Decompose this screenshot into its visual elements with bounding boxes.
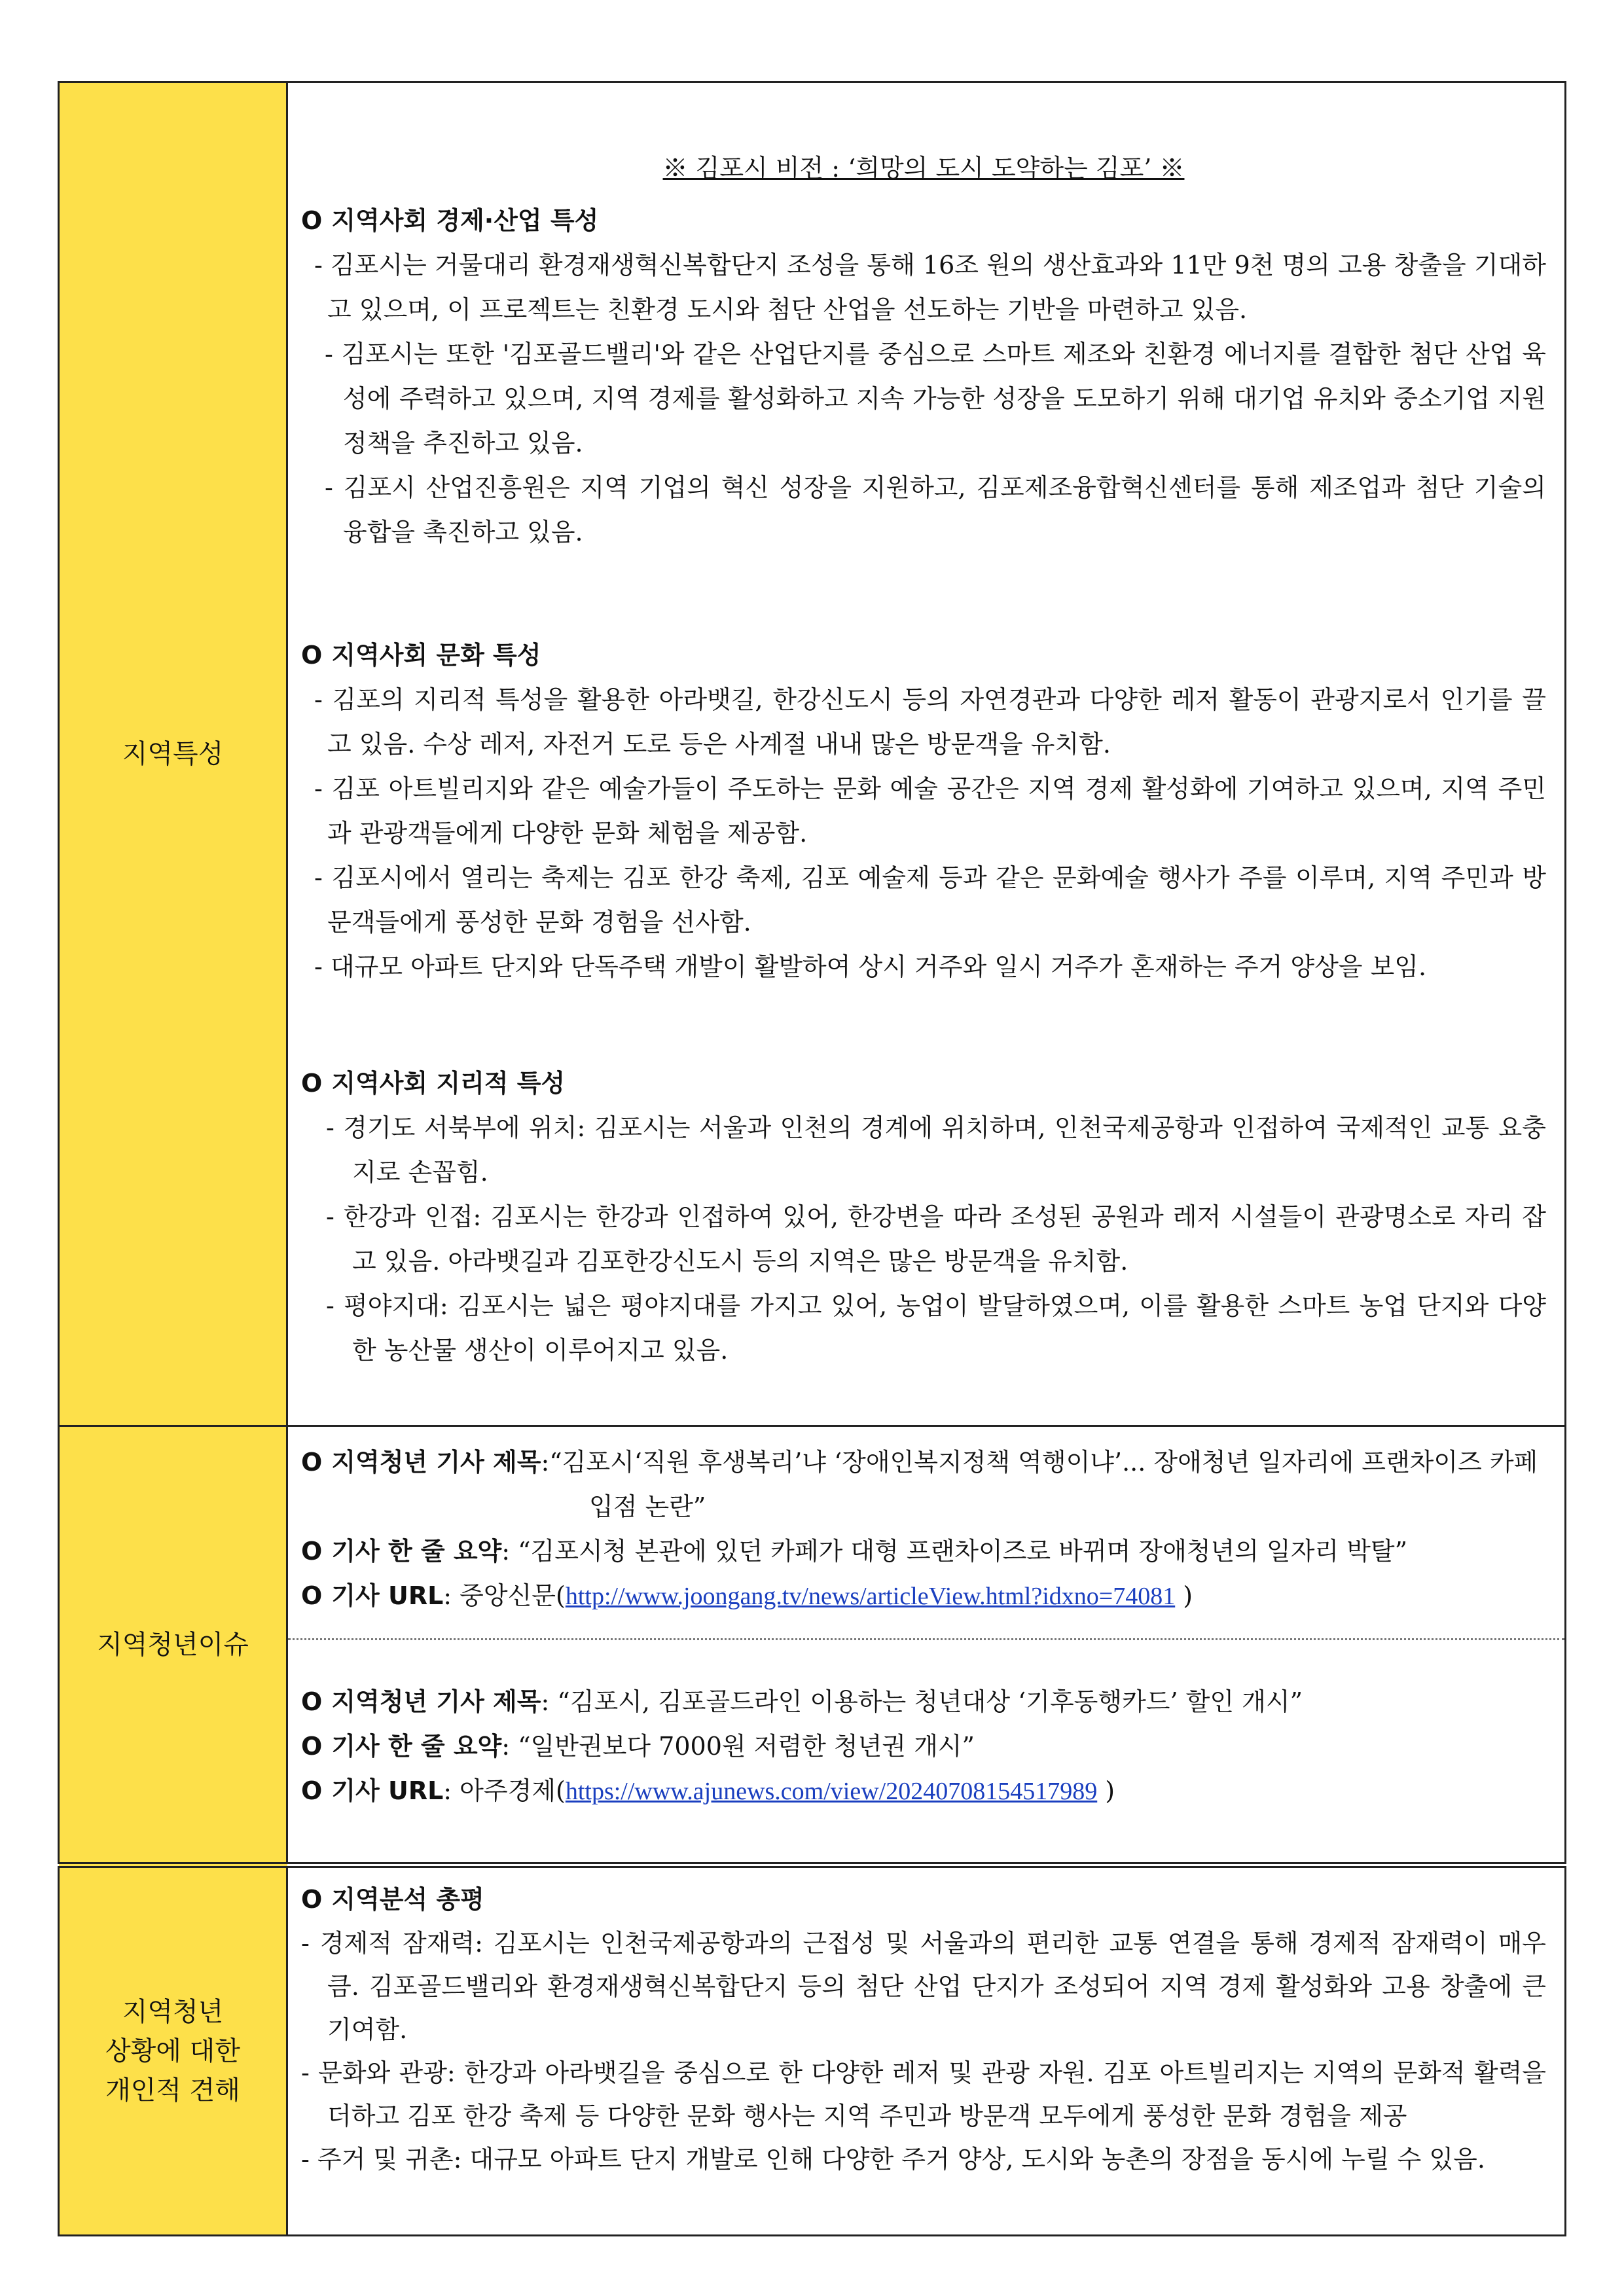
issue-article-2 (301, 1679, 1546, 1814)
content-personal-opinion (287, 1865, 1566, 2236)
issue2-url-close: ) (1097, 1776, 1115, 1805)
issue1-summary: O 기사 한 줄 요약: “김포시청 본관에 있던 카페가 대형 프랜차이즈로 바뀌며 장애청년의 일자리 박탈” (301, 1537, 1408, 1566)
report-table (58, 81, 1566, 2236)
geography-item: - 한강과 인접: 김포시는 한강과 인접하여 있어, 한강변을 따라 조성된 공원과 레저 시설들이 관광명소로 자리 잡고 있음. 아라뱃길과 김포한강신도시 등의 지역은 많은 방문객을 유치함. (326, 1202, 1546, 1276)
opinion-item: - 문화와 관광: 한강과 아라뱃길을 중심으로 한 다양한 레저 및 관광 자원. 김포 아트빌리지는 지역의 문화적 활력을 더하고 김포 한강 축제 등 다양한 문화 행사는 지역 주민과 방문객 모두에게 풍성한 문화 경험을 제공 (301, 2058, 1546, 2130)
content-youth-issues (287, 1426, 1566, 1865)
circle-bullet-icon: O (301, 1885, 323, 1914)
heading-geography (301, 1061, 1546, 1105)
issue1-title-key: 지역청년 기사 제목 (331, 1448, 541, 1477)
vision-statement: ※ 김포시 비전 : ‘희망의 도시 도약하는 김포’ ※ (662, 154, 1185, 183)
opinion-label-line: 개인적 견해 (105, 2075, 240, 2106)
row-youth-issues (59, 1426, 1566, 1865)
label-personal-opinion (59, 1865, 287, 2236)
issue2-url: O 기사 URL: 아주경제(https://www.ajunews.com/view/20240708154517989 ) (301, 1776, 1115, 1805)
issue1-url-close: ) (1175, 1581, 1193, 1610)
issue1-url-key: 기사 URL (331, 1581, 444, 1610)
issue-article-1 (301, 1427, 1546, 1619)
issue1-url-source: : 중앙신문( (443, 1581, 566, 1610)
economy-item: - 김포시 산업진흥원은 지역 기업의 혁신 성장을 지원하고, 김포제조융합혁신센터를 통해 제조업과 첨단 기술의 융합을 촉진하고 있음. (325, 473, 1546, 547)
issue1-url: O 기사 URL: 중앙신문(http://www.joongang.tv/news/articleView.html?idxno=74081 ) (301, 1581, 1193, 1610)
label-region-features: 지역특성 (59, 82, 287, 1426)
culture-item: - 김포의 지리적 특성을 활용한 아라뱃길, 한강신도시 등의 자연경관과 다양한 레저 활동이 관광지로서 인기를 끌고 있음. 수상 레저, 자전거 도로 등은 사계절 내내 많은 방문객을 유치함. (314, 685, 1546, 759)
issue2-summary-key: 기사 한 줄 요약 (331, 1732, 502, 1761)
issue2-url-link[interactable]: https://www.ajunews.com/view/20240708154517989 (565, 1778, 1098, 1805)
issue1-summary-key: 기사 한 줄 요약 (331, 1537, 502, 1566)
heading-economy-text: 지역사회 경제·산업 특성 (331, 206, 599, 235)
opinion-item: - 주거 및 귀촌: 대규모 아파트 단지 개발로 인해 다양한 주거 양상, 도시와 농촌의 장점을 동시에 누릴 수 있음. (301, 2145, 1485, 2174)
culture-item: - 김포시에서 열리는 축제는 김포 한강 축제, 김포 예술제 등과 같은 문화예술 행사가 주를 이루며, 지역 주민과 방문객들에게 풍성한 문화 경험을 선사함. (314, 863, 1546, 937)
issue1-summary-text: : “김포시청 본관에 있던 카페가 대형 프랜차이즈로 바뀌며 장애청년의 일자리 박탈” (501, 1537, 1408, 1566)
row-personal-opinion (59, 1865, 1566, 2236)
opinion-label-line: 상황에 대한 (105, 2036, 240, 2066)
issue2-url-key: 기사 URL (331, 1776, 444, 1805)
issue2-title-text: : “김포시, 김포골드라인 이용하는 청년대상 ‘기후동행카드’ 할인 개시” (541, 1687, 1303, 1716)
opinion-item: - 경제적 잠재력: 김포시는 인천국제공항과의 근접성 및 서울과의 편리한 교통 연결을 통해 경제적 잠재력이 매우 큼. 김포골드밸리와 환경재생혁신복합단지 등의 첨단 산업 단지가 조성되어 지역 경제 활성화와 고용 창출에 큰 기여함. (301, 1929, 1546, 2044)
opinion-label-line: 지역청년 (122, 1997, 224, 2027)
label-youth-issues: 지역청년이슈 (59, 1426, 287, 1865)
circle-bullet-icon: O (301, 641, 323, 670)
culture-item: - 김포 아트빌리지와 같은 예술가들이 주도하는 문화 예술 공간은 지역 경제 활성화에 기여하고 있으며, 지역 주민과 관광객들에게 다양한 문화 체험을 제공함. (314, 774, 1546, 848)
heading-culture (301, 633, 1546, 677)
issue-divider (288, 1638, 1564, 1640)
issue2-summary-text: : “일반권보다 7000원 저렴한 청년권 개시” (501, 1732, 975, 1761)
heading-opinion (301, 1877, 1546, 1922)
issue1-title-text: :“김포시‘직원 후생복리’냐 ‘장애인복지정책 역행이냐’... 장애청년 일자리에 프랜차이즈 카페 (541, 1448, 1538, 1477)
heading-geography-text: 지역사회 지리적 특성 (331, 1069, 566, 1098)
issue1-title-cont: 입점 논란” (589, 1492, 706, 1521)
geography-item: - 평야지대: 김포시는 넓은 평야지대를 가지고 있어, 농업이 발달하였으며, 이를 활용한 스마트 농업 단지와 다양한 농산물 생산이 이루어지고 있음. (326, 1291, 1546, 1365)
content-region-features (287, 82, 1566, 1426)
heading-opinion-text: 지역분석 총평 (331, 1885, 484, 1914)
issue1-title: O 지역청년 기사 제목:“김포시‘직원 후생복리’냐 ‘장애인복지정책 역행이냐’... 장애청년 일자리에 프랜차이즈 카페 (301, 1448, 1538, 1477)
economy-item: - 김포시는 거물대리 환경재생혁신복합단지 조성을 통해 16조 원의 생산효과와 11만 9천 명의 고용 창출을 기대하고 있으며, 이 프로젝트는 친환경 도시와 첨단 산업을 선도하는 기반을 마련하고 있음. (314, 251, 1546, 324)
economy-item: - 김포시는 또한 '김포골드밸리'와 같은 산업단지를 중심으로 스마트 제조와 친환경 에너지를 결합한 첨단 산업 육성에 주력하고 있으며, 지역 경제를 활성화하고 지속 가능한 성장을 도모하기 위해 대기업 유치와 중소기업 지원 정책을 추진하고 있음. (325, 340, 1546, 457)
heading-economy (301, 198, 1546, 243)
culture-item: - 대규모 아파트 단지와 단독주택 개발이 활발하여 상시 거주와 일시 거주가 혼재하는 주거 양상을 보임. (314, 952, 1427, 981)
issue2-title: O 지역청년 기사 제목: “김포시, 김포골드라인 이용하는 청년대상 ‘기후동행카드’ 할인 개시” (301, 1687, 1303, 1716)
circle-bullet-icon: O (301, 1069, 323, 1098)
heading-culture-text: 지역사회 문화 특성 (331, 641, 541, 670)
issue1-url-link[interactable]: http://www.joongang.tv/news/articleView.html?idxno=74081 (565, 1583, 1176, 1610)
row-region-features (59, 82, 1566, 1426)
circle-bullet-icon: O (301, 206, 323, 235)
issue2-title-key: 지역청년 기사 제목 (331, 1687, 541, 1716)
geography-item: - 경기도 서북부에 위치: 김포시는 서울과 인천의 경계에 위치하며, 인천국제공항과 인접하여 국제적인 교통 요충지로 손꼽힘. (326, 1113, 1546, 1187)
issue2-summary: O 기사 한 줄 요약: “일반권보다 7000원 저렴한 청년권 개시” (301, 1732, 975, 1761)
issue2-url-source: : 아주경제( (443, 1776, 566, 1805)
